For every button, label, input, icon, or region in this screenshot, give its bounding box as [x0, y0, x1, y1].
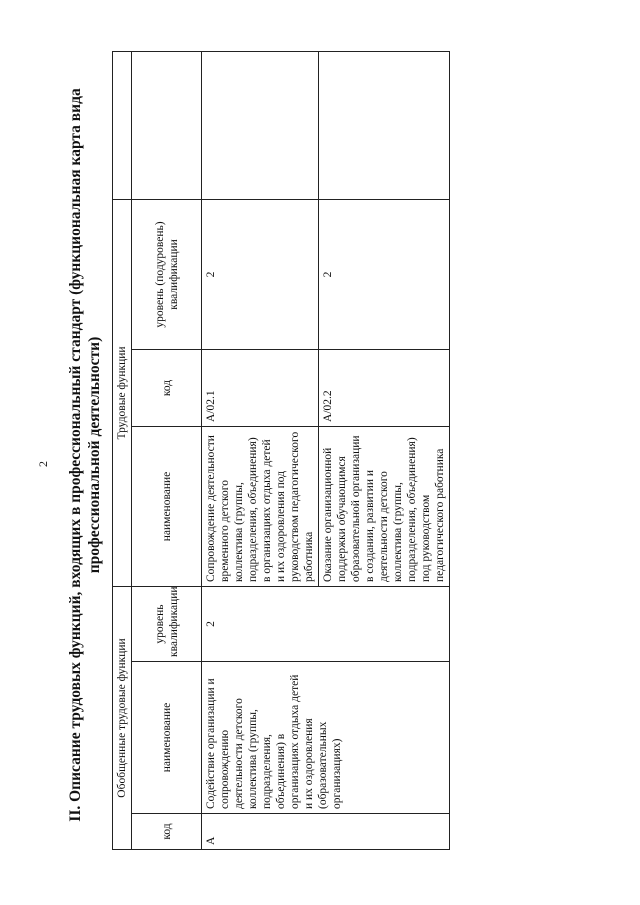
function-name: Сопровождение деятельности временного детского коллектива (группы, подразделения, объединения) в организациях отдыха детей и их оздоровления под руководством педагогического работника — [202, 426, 319, 586]
header-row-columns — [132, 51, 202, 849]
header-code: код — [132, 814, 202, 850]
function-name: Оказание организационной поддержки обучающимся образовательной организации в создании, развитии и деятельности детского коллектива (группы, подразделения, объединения) под руководством педагогического работника — [319, 426, 450, 586]
function-level: 2 — [319, 199, 450, 349]
empty-cell — [202, 51, 319, 199]
generalized-name: Содействие организации и сопровождению деятельности детского коллектива (группы, подразделения, объединения) в организациях отдыха детей и их оздоровления (образовательных организациях) — [202, 662, 450, 814]
header-function-name: наименование — [132, 426, 202, 586]
header-function-code: код — [132, 349, 202, 426]
generalized-code: А — [202, 814, 450, 850]
heading-line-1: II. Описание трудовых функций, входящих в профессиональный стандарт (функциональная карта вида — [67, 88, 84, 822]
header-spacer — [113, 51, 132, 199]
table-row — [202, 51, 319, 849]
empty-cell — [319, 51, 450, 199]
functional-map-table — [112, 51, 450, 850]
header-qualification-level: уровень квалификации — [132, 586, 202, 661]
function-level: 2 — [202, 199, 319, 349]
generalized-level: 2 — [202, 586, 450, 661]
header-generalized-functions: Обобщенные трудовые функции — [113, 586, 132, 849]
header-name: наименование — [132, 662, 202, 814]
heading-line-2: профессиональной деятельности) — [86, 336, 103, 574]
header-labor-functions: Трудовые функции — [113, 199, 132, 586]
function-code: А/02.1 — [202, 349, 319, 426]
header-sublevel: уровень (подуровень) квалификации — [132, 199, 202, 349]
page-number: 2 — [36, 461, 50, 467]
section-heading — [66, 45, 104, 865]
header-row-groups — [113, 51, 132, 849]
header-empty — [132, 51, 202, 199]
function-code: А/02.2 — [319, 349, 450, 426]
